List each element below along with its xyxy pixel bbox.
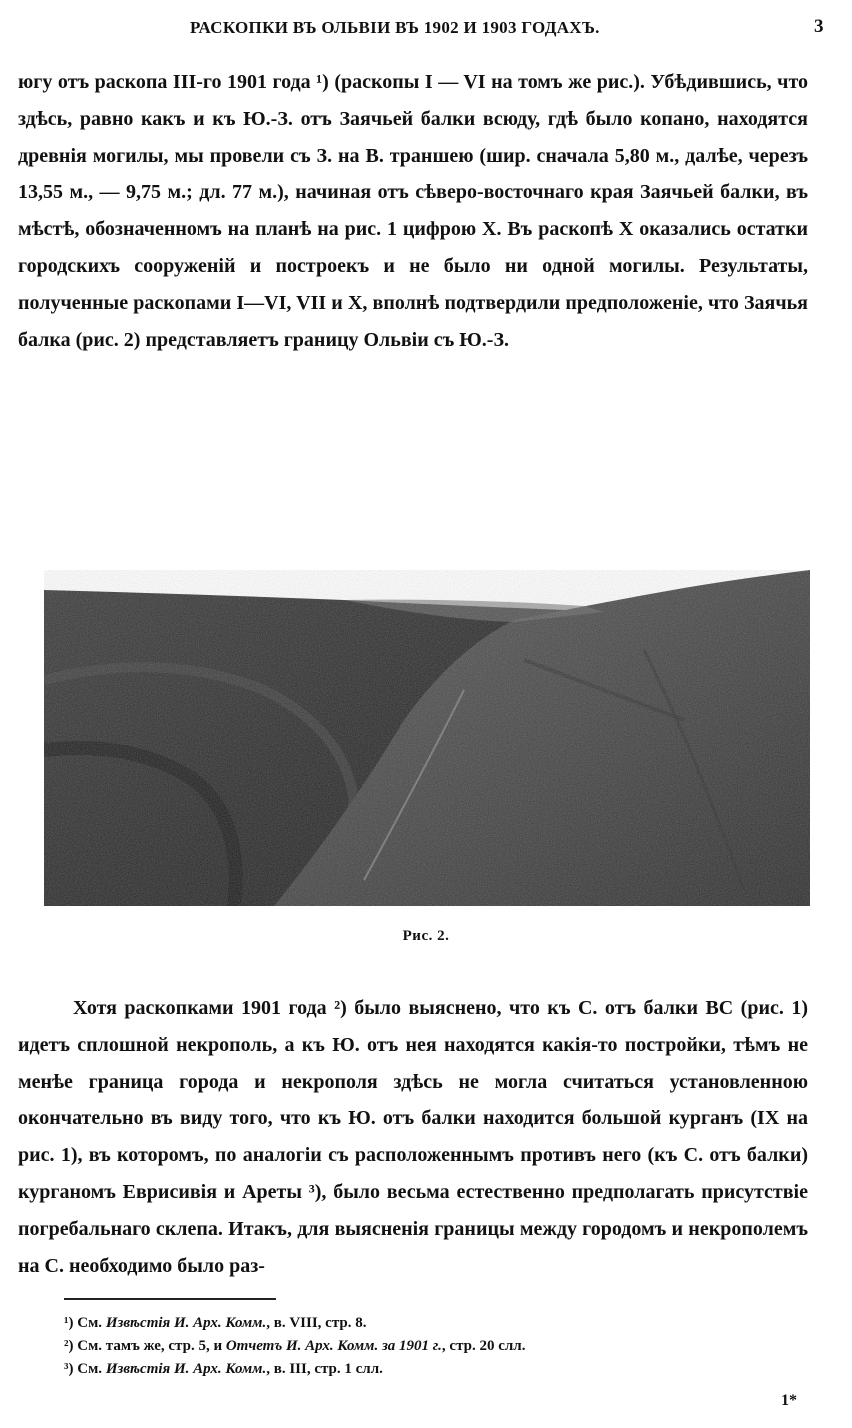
signature-mark: 1* xyxy=(781,1392,797,1409)
ravine-photo-image xyxy=(44,570,810,906)
footnote-title: Извѣстія И. Арх. Комм. xyxy=(105,1361,267,1377)
footnote-rest: , стр. 20 слл. xyxy=(441,1338,526,1354)
footnote-title: Извѣстія И. Арх. Комм. xyxy=(105,1315,267,1331)
footnote-1 xyxy=(64,1312,824,1335)
running-header xyxy=(0,14,852,48)
footnote-mark: ³) xyxy=(64,1361,74,1377)
footnotes xyxy=(64,1312,824,1381)
footnote-3 xyxy=(64,1358,824,1381)
footnote-divider xyxy=(64,1298,276,1300)
footnote-rest: , в. VIII, стр. 8. xyxy=(266,1315,367,1331)
paragraph-2: Хотя раскопками 1901 года ²) было выяснено, что къ С. отъ балки ВС (рис. 1) идетъ сплошной некрополь, а къ Ю. отъ нея находятся какія-то постройки, тѣмъ не менѣе граница города и некрополя здѣсь не могла считаться установленною окончательно въ виду того, что къ Ю. отъ балки находится большой курганъ (IX на рис. 1), въ которомъ, по аналогіи съ расположеннымъ противъ него (къ С. отъ балки) курганомъ Еврисивія и Ареты ³), было весьма естественно предполагать присутствіе погребальнаго склепа. Итакъ, для выясненія границы между городомъ и некрополемъ на С. необходимо было раз- xyxy=(18,997,808,1277)
footnote-mark: ¹) xyxy=(64,1315,74,1331)
figure-ravine-photo xyxy=(44,570,810,906)
footnote-prefix: См. тамъ же, стр. 5, и xyxy=(77,1338,223,1354)
footnote-prefix: См. xyxy=(77,1315,103,1331)
footnote-mark: ²) xyxy=(64,1338,74,1354)
running-title: РАСКОПКИ ВЪ ОЛЬВІИ ВЪ 1902 И 1903 ГОДАХЪ. xyxy=(190,18,600,37)
page-number: 3 xyxy=(814,16,824,37)
paragraph-1: югу отъ раскопа III-го 1901 года ¹) (раскопы I — VI на томъ же рис.). Убѣдившись, что здѣсь, равно какъ и къ Ю.-З. отъ Заячьей балки всюду, гдѣ было копано, находятся древнія могилы, мы провели съ З. на В. траншею (шир. сначала 5,80 м., далѣе, черезъ 13,55 м., — 9,75 м.; дл. 77 м.), начиная отъ сѣверо-восточнаго края Заячьей балки, въ мѣстѣ, обозначенномъ на планѣ на рис. 1 цифрою X. Въ раскопѣ X оказались остатки городскихъ сооруженій и построекъ и не было ни одной могилы. Результаты, полученные раскопами I—VI, VII и X, вполнѣ подтвердили предположеніе, что Заячья балка (рис. 2) представляетъ границу Ольвіи съ Ю.-З. xyxy=(18,71,808,351)
footnote-title: Отчетъ И. Арх. Комм. за 1901 г. xyxy=(225,1338,442,1354)
footnote-prefix: См. xyxy=(77,1361,103,1377)
footnote-rest: , в. III, стр. 1 слл. xyxy=(266,1361,383,1377)
figure-caption: Рис. 2. xyxy=(402,928,450,944)
footnote-2 xyxy=(64,1335,824,1358)
